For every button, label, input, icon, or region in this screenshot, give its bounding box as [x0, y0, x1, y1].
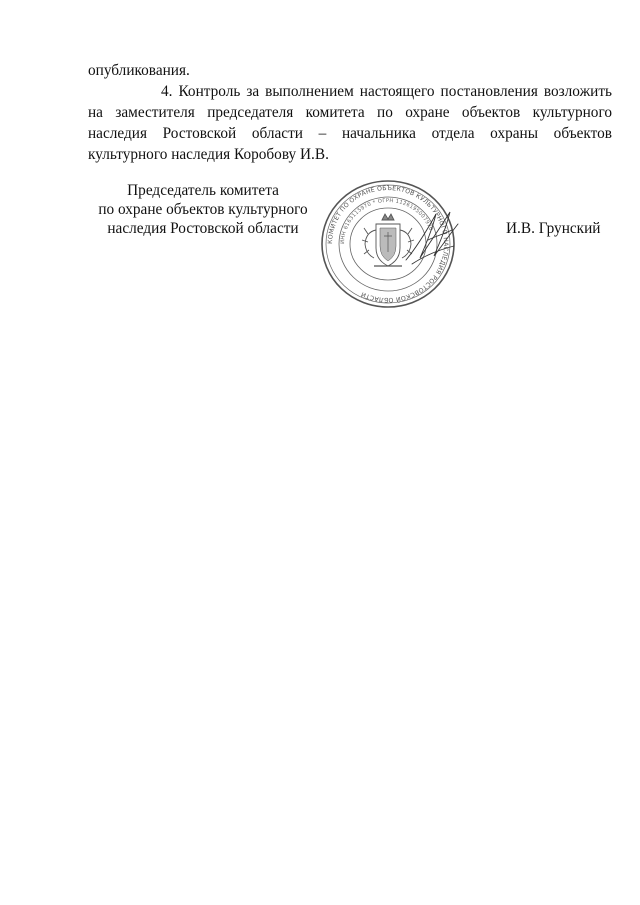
document-body	[88, 60, 612, 165]
position-line-2: по охране объектов культурного	[98, 201, 308, 218]
handwritten-signature-icon	[392, 200, 472, 280]
signatory-position	[78, 181, 328, 238]
paragraph-4: 4. Контроль за выполнением настоящего постановления возложить на заместителя председателя комитета по охране объектов культурного наследия Ростовской области – начальника отдела охраны объектов культурного наследия Коробову И.В.	[88, 83, 612, 163]
position-line-1: Председатель комитета	[127, 182, 279, 199]
seal-outer-text: КОМИТЕТ ПО ОХРАНЕ ОБЪЕКТОВ КУЛЬТУРНОГО НАСЛЕДИЯ РОСТОВСКОЙ ОБЛАСТИ	[326, 184, 450, 304]
position-line-3: наследия Ростовской области	[107, 220, 299, 237]
continuation-line: опубликования.	[88, 62, 190, 79]
signatory-name: И.В. Грунский	[506, 220, 601, 237]
seal-inner-text: ИНН 6163115970 * ОГРН 1126195007970	[339, 197, 434, 245]
